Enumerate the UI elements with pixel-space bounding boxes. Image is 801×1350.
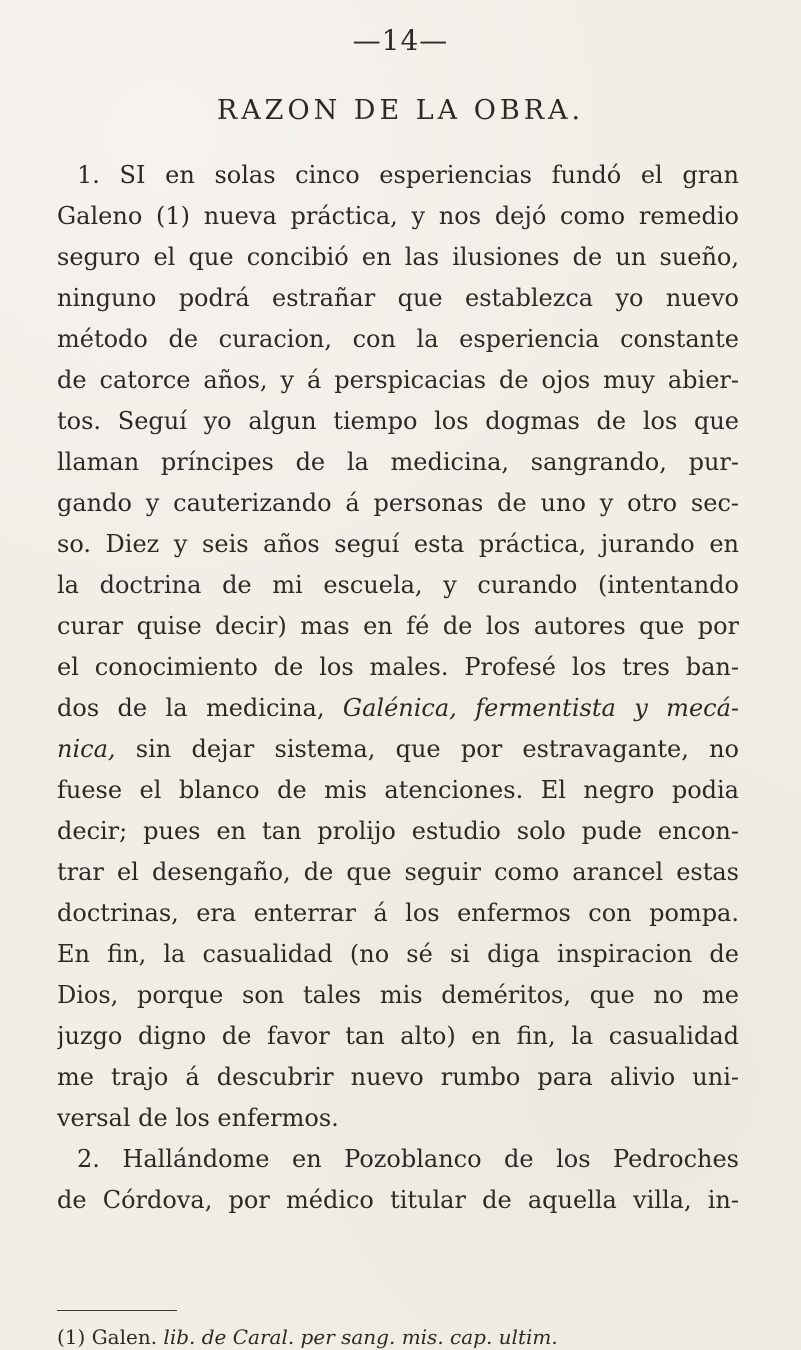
- text-line: doctrinas, era enterrar á los enfermos con pompa.: [57, 899, 739, 927]
- text-line: decir; pues en tan prolijo estudio solo pude encon-: [57, 817, 739, 845]
- text-line: juzgo digno de favor tan alto) en fin, la casualidad: [57, 1022, 739, 1050]
- text-line: ninguno podrá estrañar que establezca yo nuevo: [57, 284, 739, 312]
- italic-segment: Galénica, fermentista y mecá-: [342, 694, 739, 722]
- text-line: tos. Seguí yo algun tiempo los dogmas de los que: [57, 407, 739, 435]
- text-segment: dos de la medicina,: [57, 694, 325, 722]
- text-line-with-italic: [57, 688, 739, 729]
- text-line: llaman príncipes de la medicina, sangrando, pur-: [57, 448, 739, 476]
- text-line: gando y cauterizando á personas de uno y otro sec-: [57, 489, 739, 517]
- text-line: me trajo á descubrir nuevo rumbo para alivio uni-: [57, 1063, 739, 1091]
- text-line: la doctrina de mi escuela, y curando (intentando: [57, 571, 739, 599]
- text-line: Dios, porque son tales mis deméritos, que no me: [57, 981, 739, 1009]
- text-segment: sin dejar sistema, que por estravagante, no: [135, 735, 739, 763]
- page-number: —14—: [352, 24, 449, 57]
- section-title: RAZON DE LA OBRA.: [216, 95, 585, 126]
- text-line: 2. Hallándome en Pozoblanco de los Pedroches: [77, 1145, 739, 1173]
- footnote-marker: (1) Galen.: [57, 1325, 158, 1349]
- text-line: 1. SI en solas cinco esperiencias fundó el gran: [77, 161, 739, 189]
- text-line: de catorce años, y á perspicacias de ojos muy abier-: [57, 366, 739, 394]
- text-line: fuese el blanco de mis atenciones. El negro podia: [57, 776, 739, 804]
- text-line: el conocimiento de los males. Profesé los tres ban-: [57, 653, 739, 681]
- footnote: [57, 1326, 739, 1348]
- text-line: En fin, la casualidad (no sé si diga inspiracion de: [57, 940, 739, 968]
- text-line: versal de los enfermos.: [57, 1104, 339, 1132]
- text-line: de Córdova, por médico titular de aquella villa, in-: [57, 1186, 739, 1214]
- footnote-reference: lib. de Caral. per sang. mis. cap. ultim.: [163, 1325, 558, 1349]
- text-line: seguro el que concibió en las ilusiones de un sueño,: [57, 243, 739, 271]
- text-line-with-italic: [57, 729, 739, 770]
- text-line: trar el desengaño, de que seguir como arancel estas: [57, 858, 739, 886]
- text-line: Galeno (1) nueva práctica, y nos dejó como remedio: [57, 202, 739, 230]
- text-line: método de curacion, con la esperiencia constante: [57, 325, 739, 353]
- body-text: [57, 155, 739, 1221]
- italic-segment: nica,: [57, 735, 116, 763]
- footnote-rule: [57, 1310, 177, 1311]
- text-line: so. Diez y seis años seguí esta práctica, jurando en: [57, 530, 739, 558]
- text-line: curar quise decir) mas en fé de los autores que por: [57, 612, 739, 640]
